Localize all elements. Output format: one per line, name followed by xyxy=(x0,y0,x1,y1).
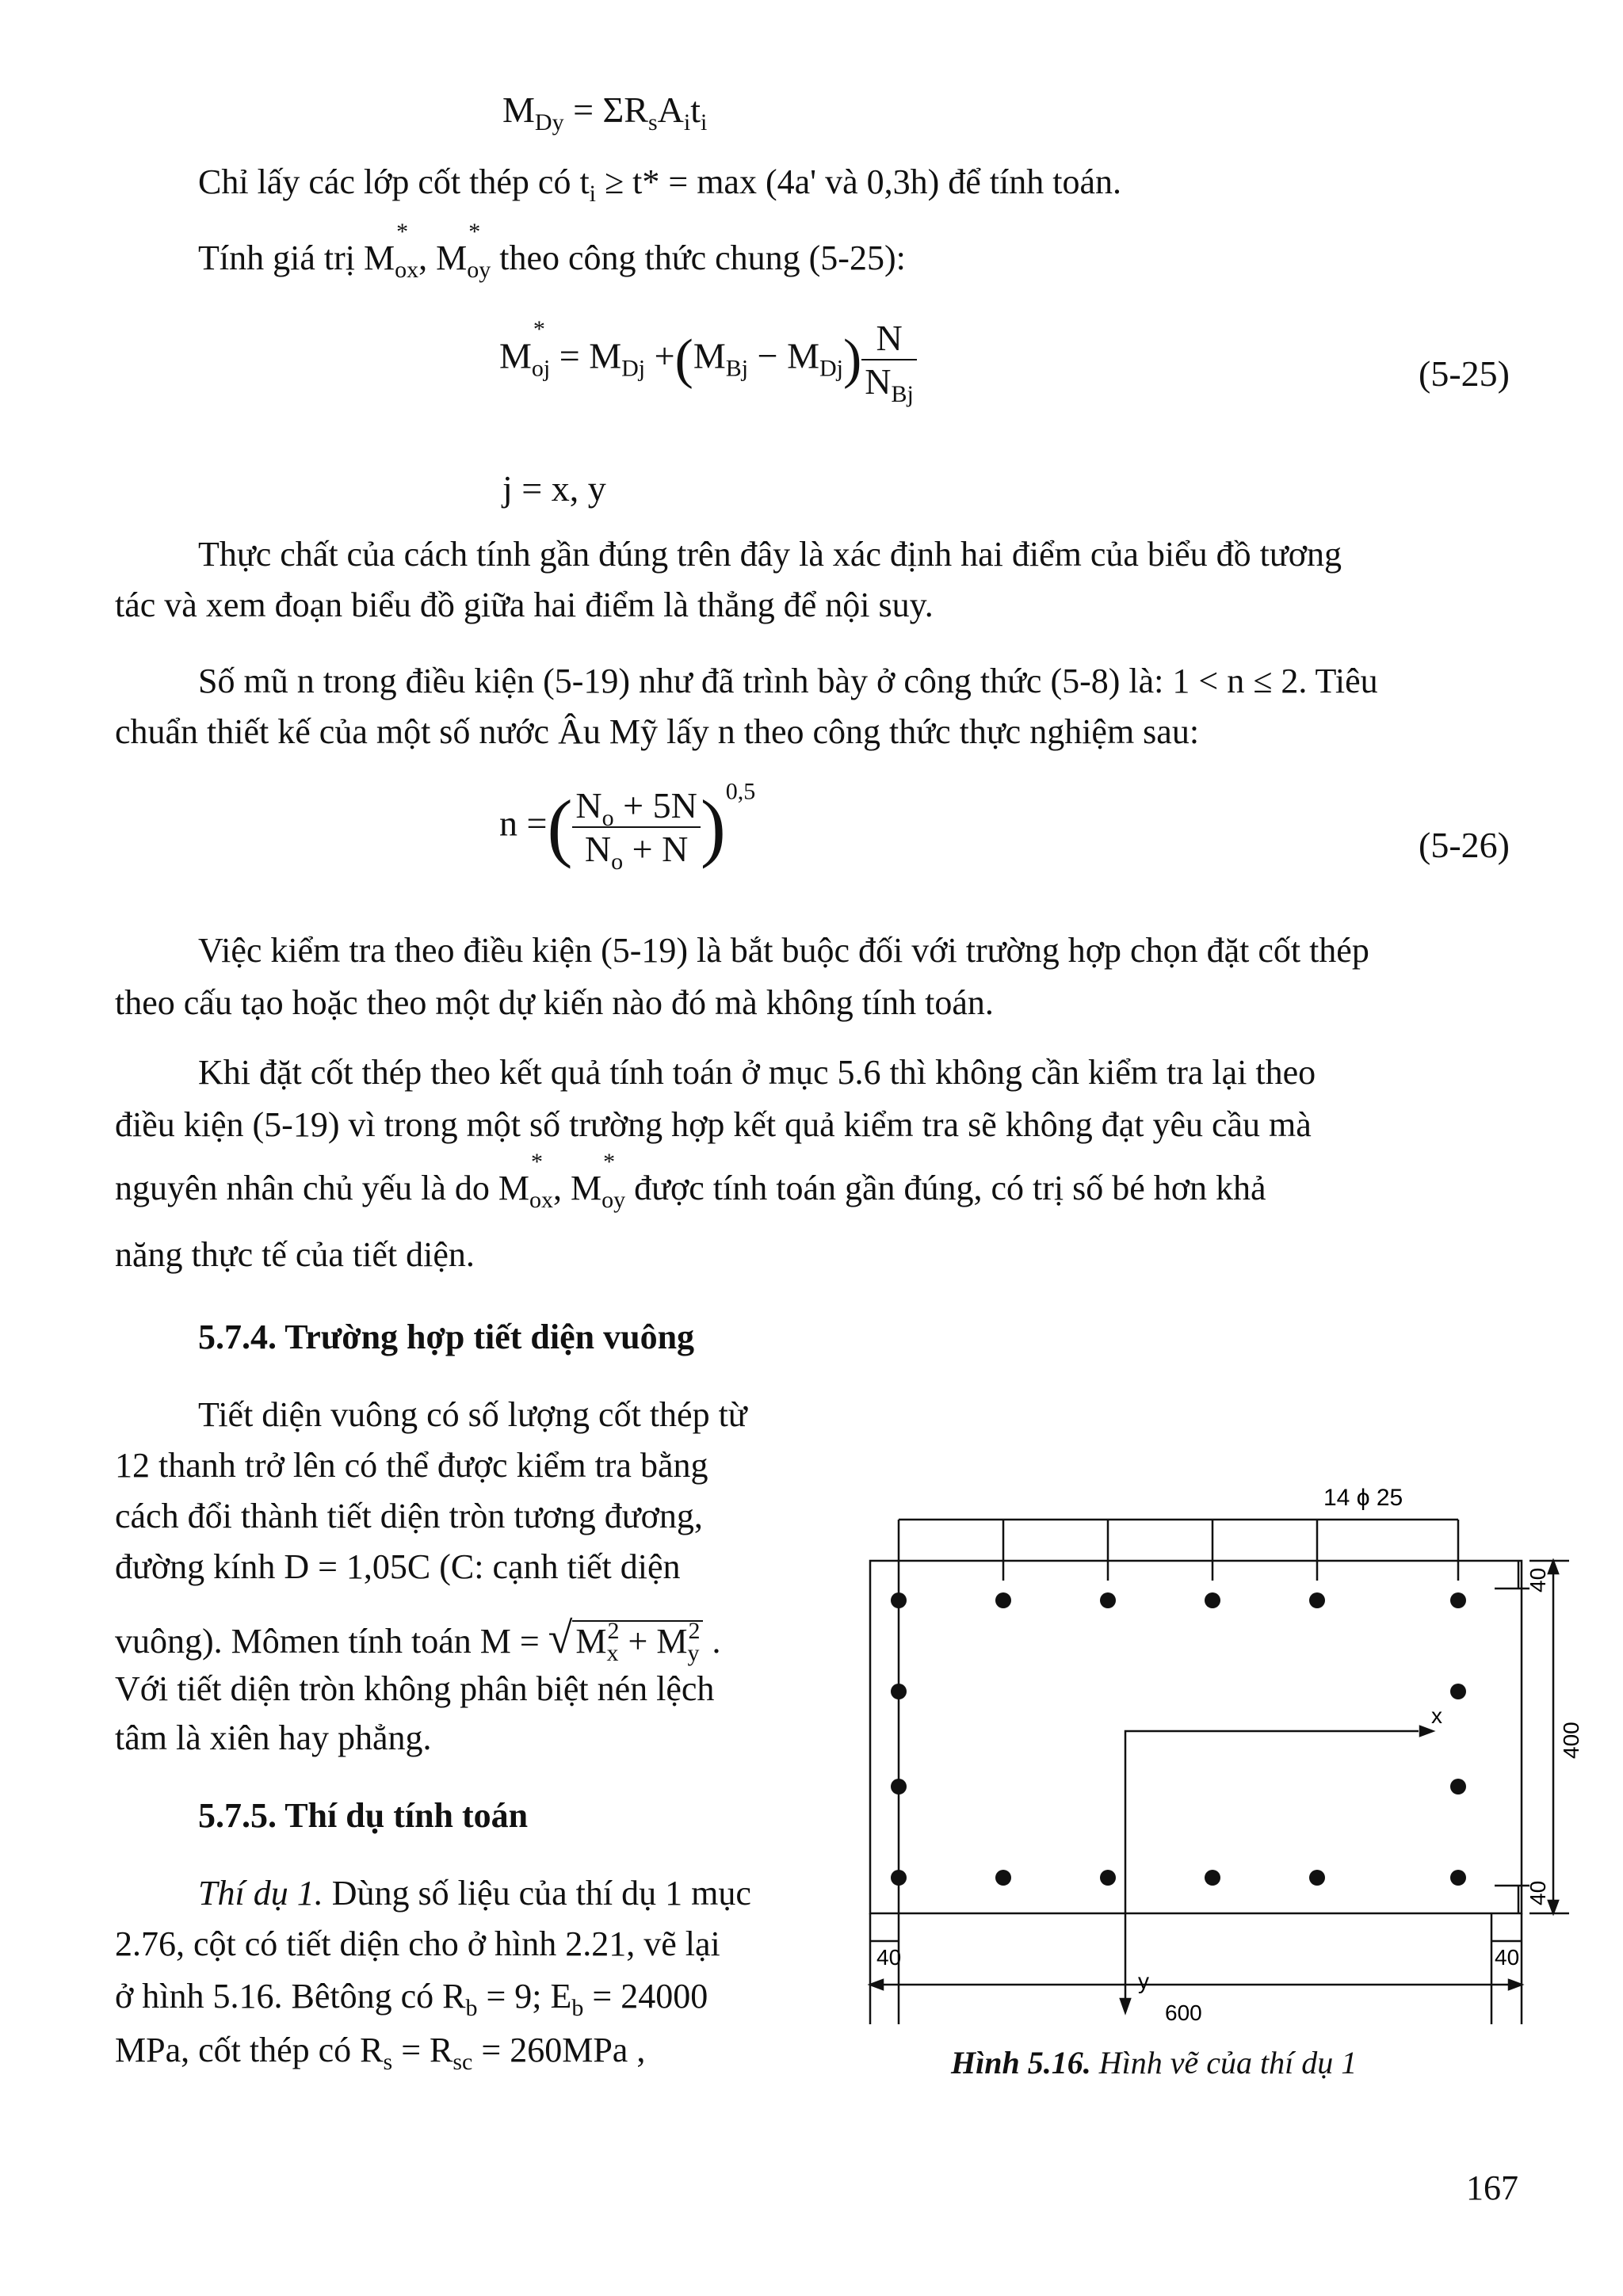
section-outline xyxy=(870,1561,1522,1913)
heading-5-7-4: 5.7.4. Trường hợp tiết diện vuông xyxy=(198,1318,695,1356)
dim-40-left: 40 xyxy=(876,1945,902,1970)
rebar-dots xyxy=(891,1592,1466,1886)
axis-y-label: y xyxy=(1138,1969,1149,1993)
paragraph-7-line-1: Tiết diện vuông có số lượng cốt thép từ xyxy=(198,1395,747,1434)
paragraph-8-line-2: 2.76, cột có tiết diện cho ở hình 2.21, vẽ lại xyxy=(115,1924,720,1963)
paragraph-8-line-3: ở hình 5.16. Bêtông có $R_b = 9$; $E_b = 24000$ xyxy=(115,1977,708,2021)
paragraph-6-line-4: năng thực tế của tiết diện. xyxy=(115,1235,475,1274)
paragraph-3-line-1: Thực chất của cách tính gần đúng trên đây là xác định hai điểm của biểu đồ tương xyxy=(198,535,1342,574)
heading-5-7-5: 5.7.5. Thí dụ tính toán xyxy=(198,1796,529,1835)
paragraph-8-line-1: Thí dụ 1. Dùng số liệu của thí dụ 1 mục xyxy=(198,1874,751,1913)
formula-mdy: $M_{Dy} = \Sigma R_sA_it_i$ xyxy=(502,90,708,135)
paragraph-6-line-1: Khi đặt cốt thép theo kết quả tính toán ở mục 5.6 thì không cần kiểm tra lại theo xyxy=(198,1053,1316,1092)
axis-x-label: x xyxy=(1431,1703,1442,1728)
j-line: j = x, y xyxy=(502,468,606,509)
paragraph-3-line-2: tác và xem đoạn biểu đồ giữa hai điểm là thẳng để nội suy. xyxy=(115,585,934,624)
paragraph-7-line-4: đường kính D = 1,05C (C: cạnh tiết diện xyxy=(115,1547,681,1586)
paragraph-8-line-4: MPa, cốt thép có $R_s = R_{sc} = 260MPa$ , xyxy=(115,2031,646,2075)
dim-600: 600 xyxy=(1165,2000,1202,2025)
paragraph-7-line-3: cách đổi thành tiết diện tròn tương đương, xyxy=(115,1497,703,1535)
paragraph-7-line-7: tâm là xiên hay phẳng. xyxy=(115,1718,432,1757)
figure-5-16 xyxy=(856,1466,1583,2100)
paragraph-2: Tính giá trị M * $_{ox}$, M * $_{oy}$ theo công thức chung (5-25): xyxy=(198,219,906,283)
page-number: 167 xyxy=(1466,2168,1518,2207)
dim-40-bottom: 40 xyxy=(1526,1880,1550,1905)
paragraph-7-line-6: Với tiết diện tròn không phân biệt nén lệch xyxy=(115,1669,715,1708)
equation-5-25-label: (5-25) xyxy=(1419,353,1510,394)
paragraph-5-line-2: theo cấu tạo hoặc theo một dự kiến nào đó mà không tính toán. xyxy=(115,983,994,1022)
paragraph-1: Chỉ lấy các lớp cốt thép có $t_i \ge t* = \max (4a'$ và 0,3h) để tính toán. xyxy=(198,162,1121,207)
paragraph-7-line-5: vuông). Mômen tính toán $M = √M_x^2 + M_y^2$ . xyxy=(115,1614,721,1666)
equation-5-26-label: (5-26) xyxy=(1419,825,1510,865)
dim-40-right: 40 xyxy=(1495,1945,1520,1970)
paragraph-4-line-1: Số mũ n trong điều kiện (5-19) như đã trình bày ở công thức (5-8) là: 1 < n ≤ 2. Tiêu xyxy=(198,662,1378,700)
figure-caption: Hình 5.16. Hình vẽ của thí dụ 1 xyxy=(951,2045,1358,2081)
equation-5-26: n =( $\frac{N_o + 5N}{N_o + N}$ )$^{0,5}$ xyxy=(499,778,756,875)
paragraph-4-line-2: chuẩn thiết kế của một số nước Âu Mỹ lấy n theo công thức thực nghiệm sau: xyxy=(115,712,1200,751)
paragraph-6-line-3: nguyên nhân chủ yếu là do M * $_{ox}$, M * $_{oy}$ được tính toán gần đúng, có trị số bé hơn khả xyxy=(115,1149,1266,1213)
bars-label: 14 ϕ 25 xyxy=(1323,1485,1403,1511)
paragraph-5-line-1: Việc kiểm tra theo điều kiện (5-19) là bắt buộc đối với trường hợp chọn đặt cốt thép xyxy=(198,931,1369,970)
equation-5-25: M * $_{oj} = M_{Dj} +(M_{Bj} - M_{Dj})$ $\frac{N}{N_{Bj}}$ xyxy=(499,317,917,402)
dim-40-top: 40 xyxy=(1526,1567,1550,1592)
paragraph-7-line-2: 12 thanh trở lên có thể được kiểm tra bằng xyxy=(115,1446,708,1485)
paragraph-6-line-2: điều kiện (5-19) vì trong một số trường hợp kết quả kiểm tra sẽ không đạt yêu cầu mà xyxy=(115,1105,1312,1144)
dim-400: 400 xyxy=(1559,1722,1583,1759)
